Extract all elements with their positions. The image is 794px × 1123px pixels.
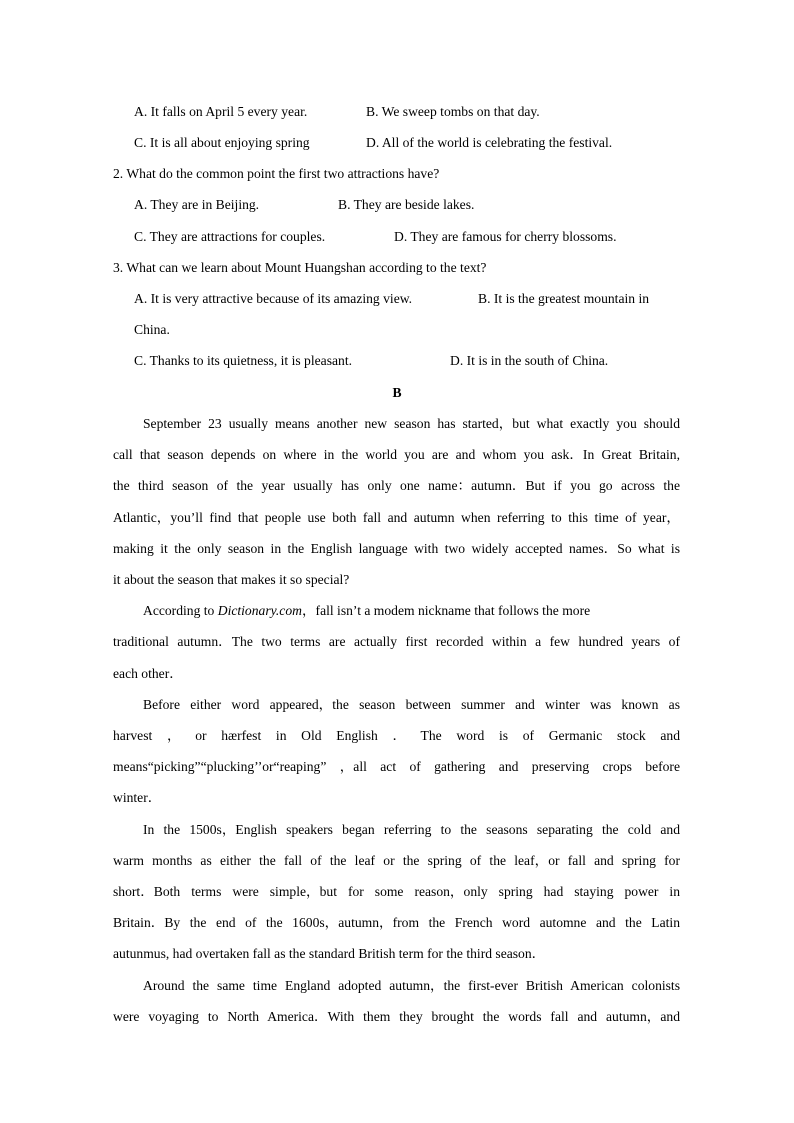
passage-line [143, 603, 680, 619]
q3-option-b-continued: China. [134, 322, 170, 337]
passage-line: Before either word appeared，the season between summer and winter was known as [143, 697, 680, 712]
passage-line: harvest ， or hærfest in Old English ． The word is of Germanic stock and [113, 728, 680, 743]
passage-line: warm months as either the fall of the leaf or the spring of the leaf，or fall and spring for [113, 853, 680, 868]
passage-text: ，fall isn’t a modem nickname that follows the more [301, 603, 591, 618]
passage-line: traditional autumn．The two terms are actually first recorded within a few hundred years of [113, 634, 680, 649]
passage-line: the third season of the year usually has only one name：autumn．But if you go across the [113, 478, 680, 493]
q3-stem: 3. What can we learn about Mount Huangshan according to the text? [113, 260, 487, 275]
q1-option-c: C. It is all about enjoying spring [134, 135, 310, 150]
q1-option-d: D. All of the world is celebrating the festival. [366, 135, 613, 150]
section-heading-b: B [392, 385, 402, 400]
q3-option-d: D. It is in the south of China. [450, 353, 609, 368]
passage-line: September 23 usually means another new season has started，but what exactly you should [143, 416, 680, 431]
q1-option-b: B. We sweep tombs on that day. [366, 104, 540, 119]
passage-line: making it the only season in the English language with two widely accepted names．So what is [113, 541, 680, 556]
passage-line: Britain．By the end of the 1600s，autumn，from the French word automne and the Latin [113, 915, 680, 930]
passage-line: autunmus, had overtaken fall as the standard British term for the third season． [113, 946, 546, 961]
passage-line: winter． [113, 790, 162, 805]
passage-line: means“picking”“plucking’’or“reaping” ，all act of gathering and preserving crops before [113, 759, 680, 774]
passage-line: In the 1500s，English speakers began referring to the seasons separating the cold and [143, 822, 680, 837]
passage-line: Around the same time England adopted autumn，the first-ever British American colonists [143, 978, 680, 993]
passage-line: it about the season that makes it so special? [113, 572, 350, 587]
passage-line: call that season depends on where in the world you are and whom you ask．In Great Britain, [113, 447, 680, 462]
q2-option-a: A. They are in Beijing. [134, 197, 260, 212]
q3-option-b: B. It is the greatest mountain in [478, 291, 650, 306]
passage-line: short．Both terms were simple，but for some reason，only spring had staying power in [113, 884, 680, 899]
passage-text: According to [143, 603, 218, 618]
source-name: Dictionary.com [217, 603, 302, 618]
passage-line: were voyaging to North America．With them they brought the words fall and autumn，and [113, 1009, 680, 1024]
q2-option-c: C. They are attractions for couples. [134, 229, 326, 244]
q2-option-d: D. They are famous for cherry blossoms. [394, 229, 617, 244]
q2-option-b: B. They are beside lakes. [338, 197, 475, 212]
q3-option-a: A. It is very attractive because of its amazing view. [134, 291, 413, 306]
q1-option-a: A. It falls on April 5 every year. [134, 104, 308, 119]
q3-option-c: C. Thanks to its quietness, it is pleasant. [134, 353, 352, 368]
passage-line: Atlantic，you’ll find that people use both fall and autumn when referring to this time of year， [113, 510, 680, 525]
passage-line: each other． [113, 666, 183, 681]
q2-stem: 2. What do the common point the first two attractions have? [113, 166, 440, 181]
